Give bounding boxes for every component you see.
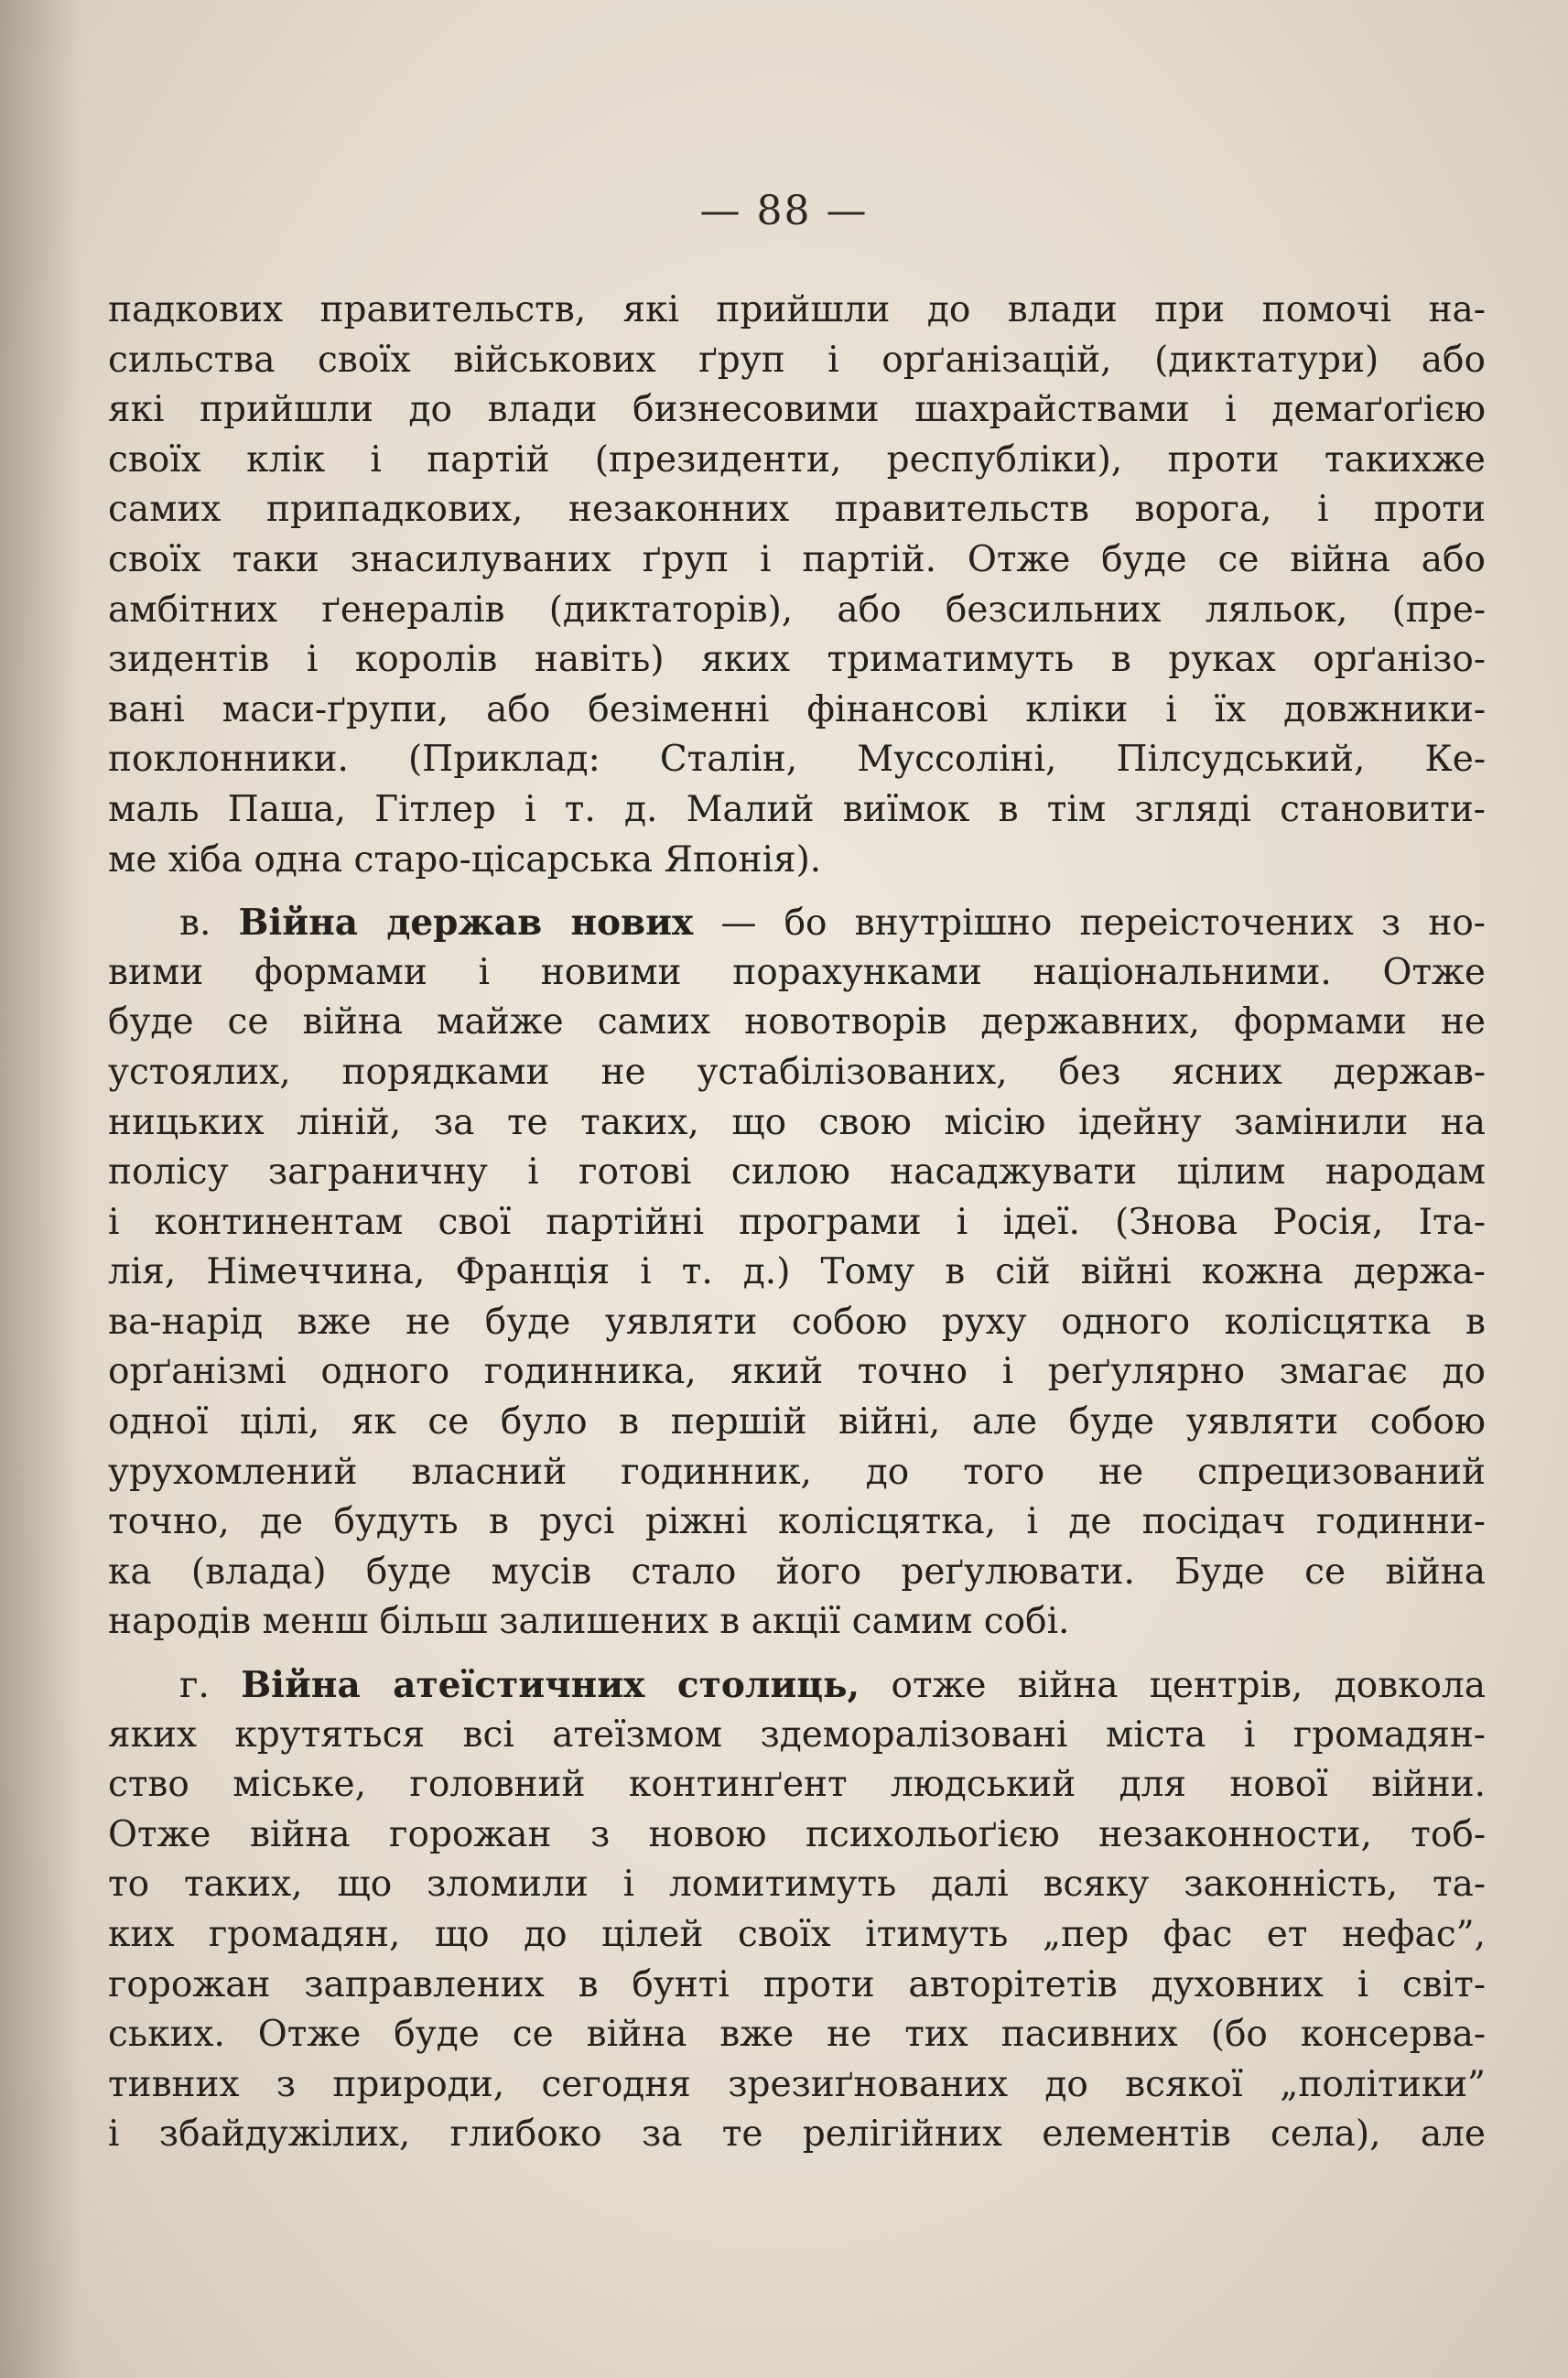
text-line: сильства своїх військових ґруп і орґанізацій, (диктатури) або <box>108 339 1486 381</box>
text-line: зидентів і королів навіть) яких триматимуть в руках орґанізо- <box>108 639 1486 681</box>
text-line: ських. Отже буде се війна вже не тих пасивних (бо консерва- <box>108 2014 1486 2056</box>
text-line: амбітних ґенералів (диктаторів), або безсильних ляльок, (пре- <box>108 589 1486 631</box>
text-line: своїх таки знасилуваних ґруп і партій. Отже буде се війна або <box>108 538 1486 580</box>
text-line: лія, Німеччина, Франція і т. д.) Тому в сій війні кожна держа- <box>108 1251 1486 1293</box>
text-line: ких громадян, що до цілей своїх ітимуть „пер фас ет нефас”, <box>108 1914 1486 1955</box>
text-line: ницьких ліній, за те таких, що свою місію ідейну замінили на <box>108 1101 1486 1143</box>
text-line: одної цілі, як се було в першій війні, але буде уявляти собою <box>108 1401 1486 1443</box>
paragraph-1 <box>108 286 1486 885</box>
paragraph-3 <box>108 1660 1486 2160</box>
text-line: горожан заправлених в бунті проти авторітетів духовних і світ- <box>108 1963 1486 2005</box>
paragraph-2 <box>108 898 1486 1648</box>
paragraph-marker: г. <box>179 1665 210 1707</box>
text-line: і збайдужілих, глибоко за те релігійних елементів села), але <box>108 2113 1486 2156</box>
page-number: — 88 — <box>699 188 869 234</box>
paragraph-first-line-text: — бо внутрішно переісточених з но- <box>693 903 1486 945</box>
paragraph-first-line <box>108 898 1486 948</box>
text-line: маль Паша, Гітлер і т. д. Малий виїмок в тім зглядi становити- <box>108 788 1486 830</box>
paragraph-heading: Війна держав нових <box>238 902 694 945</box>
paragraph-first-line <box>108 1660 1486 1711</box>
text-line: народів менш більш залишених в акції самим собі. <box>108 1601 1070 1643</box>
text-line: Отже війна горожан з новою психольоґією незаконности, тоб- <box>108 1813 1486 1855</box>
paragraph-heading: Війна атеїстичних столиць, <box>241 1664 860 1707</box>
page-text <box>108 286 1486 2160</box>
text-line: яких крутяться всі атеїзмом здеморалізовані міста і громадян- <box>108 1713 1486 1756</box>
text-line: тивних з природи, сегодня зрезиґнованих до всякої „політики” <box>108 2063 1486 2105</box>
text-line: які прийшли до влади бизнесовими шахрайствами і демаґоґією <box>108 389 1486 431</box>
paragraph-marker: в. <box>179 903 211 945</box>
text-line: полісу заграничну і готові силою насаджувати цілим народам <box>108 1151 1486 1194</box>
text-line: то таких, що зломили і ломитимуть далі всяку законність, та- <box>108 1864 1486 1906</box>
text-line: падкових правительств, які прийшли до влади при помочі на- <box>108 289 1486 330</box>
text-line: вані маси-ґрупи, або безіменні фінансові кліки і їх довжники- <box>108 688 1486 730</box>
text-line: своїх клік і партій (президенти, республіки), проти такихже <box>108 438 1486 481</box>
text-line: і континентам свої партійні програми і ідеї. (Знова Росія, Іта- <box>108 1201 1486 1243</box>
text-line: ва-нарід вже не буде уявляти собою руху одного колісцятка в <box>108 1301 1486 1343</box>
text-line: самих припадкових, незаконних правительств ворога, і проти <box>108 489 1486 531</box>
text-line: урухомлений власний годинник, до того не спрецизований <box>108 1451 1486 1493</box>
text-line: вими формами і новими порахунками національними. Отже <box>108 951 1486 993</box>
paragraph-first-line-text: отже війна центрів, довкола <box>860 1665 1486 1707</box>
text-line: орґанізмі одного годинника, який точно і реґулярно змагає до <box>108 1351 1486 1393</box>
text-line: ство міське, головний континґент людський для нової війни. <box>108 1764 1486 1806</box>
text-line: ме хіба одна старо-цісарська Японія). <box>108 838 822 881</box>
text-line: поклонники. (Приклад: Сталін, Муссоліні, Пілсудський, Ке- <box>108 739 1486 781</box>
binding-shadow <box>0 0 82 2378</box>
text-line: ка (влада) буде мусів стало його реґулювати. Буде се війна <box>108 1551 1486 1593</box>
text-line: буде се війна майже самих новотворів державних, формами не <box>108 1001 1486 1043</box>
text-line: точно, де будуть в русі ріжні колісцятка, і де посідач годинни- <box>108 1501 1486 1543</box>
text-line: устоялих, порядками не устабілізованих, без ясних держав- <box>108 1051 1486 1093</box>
